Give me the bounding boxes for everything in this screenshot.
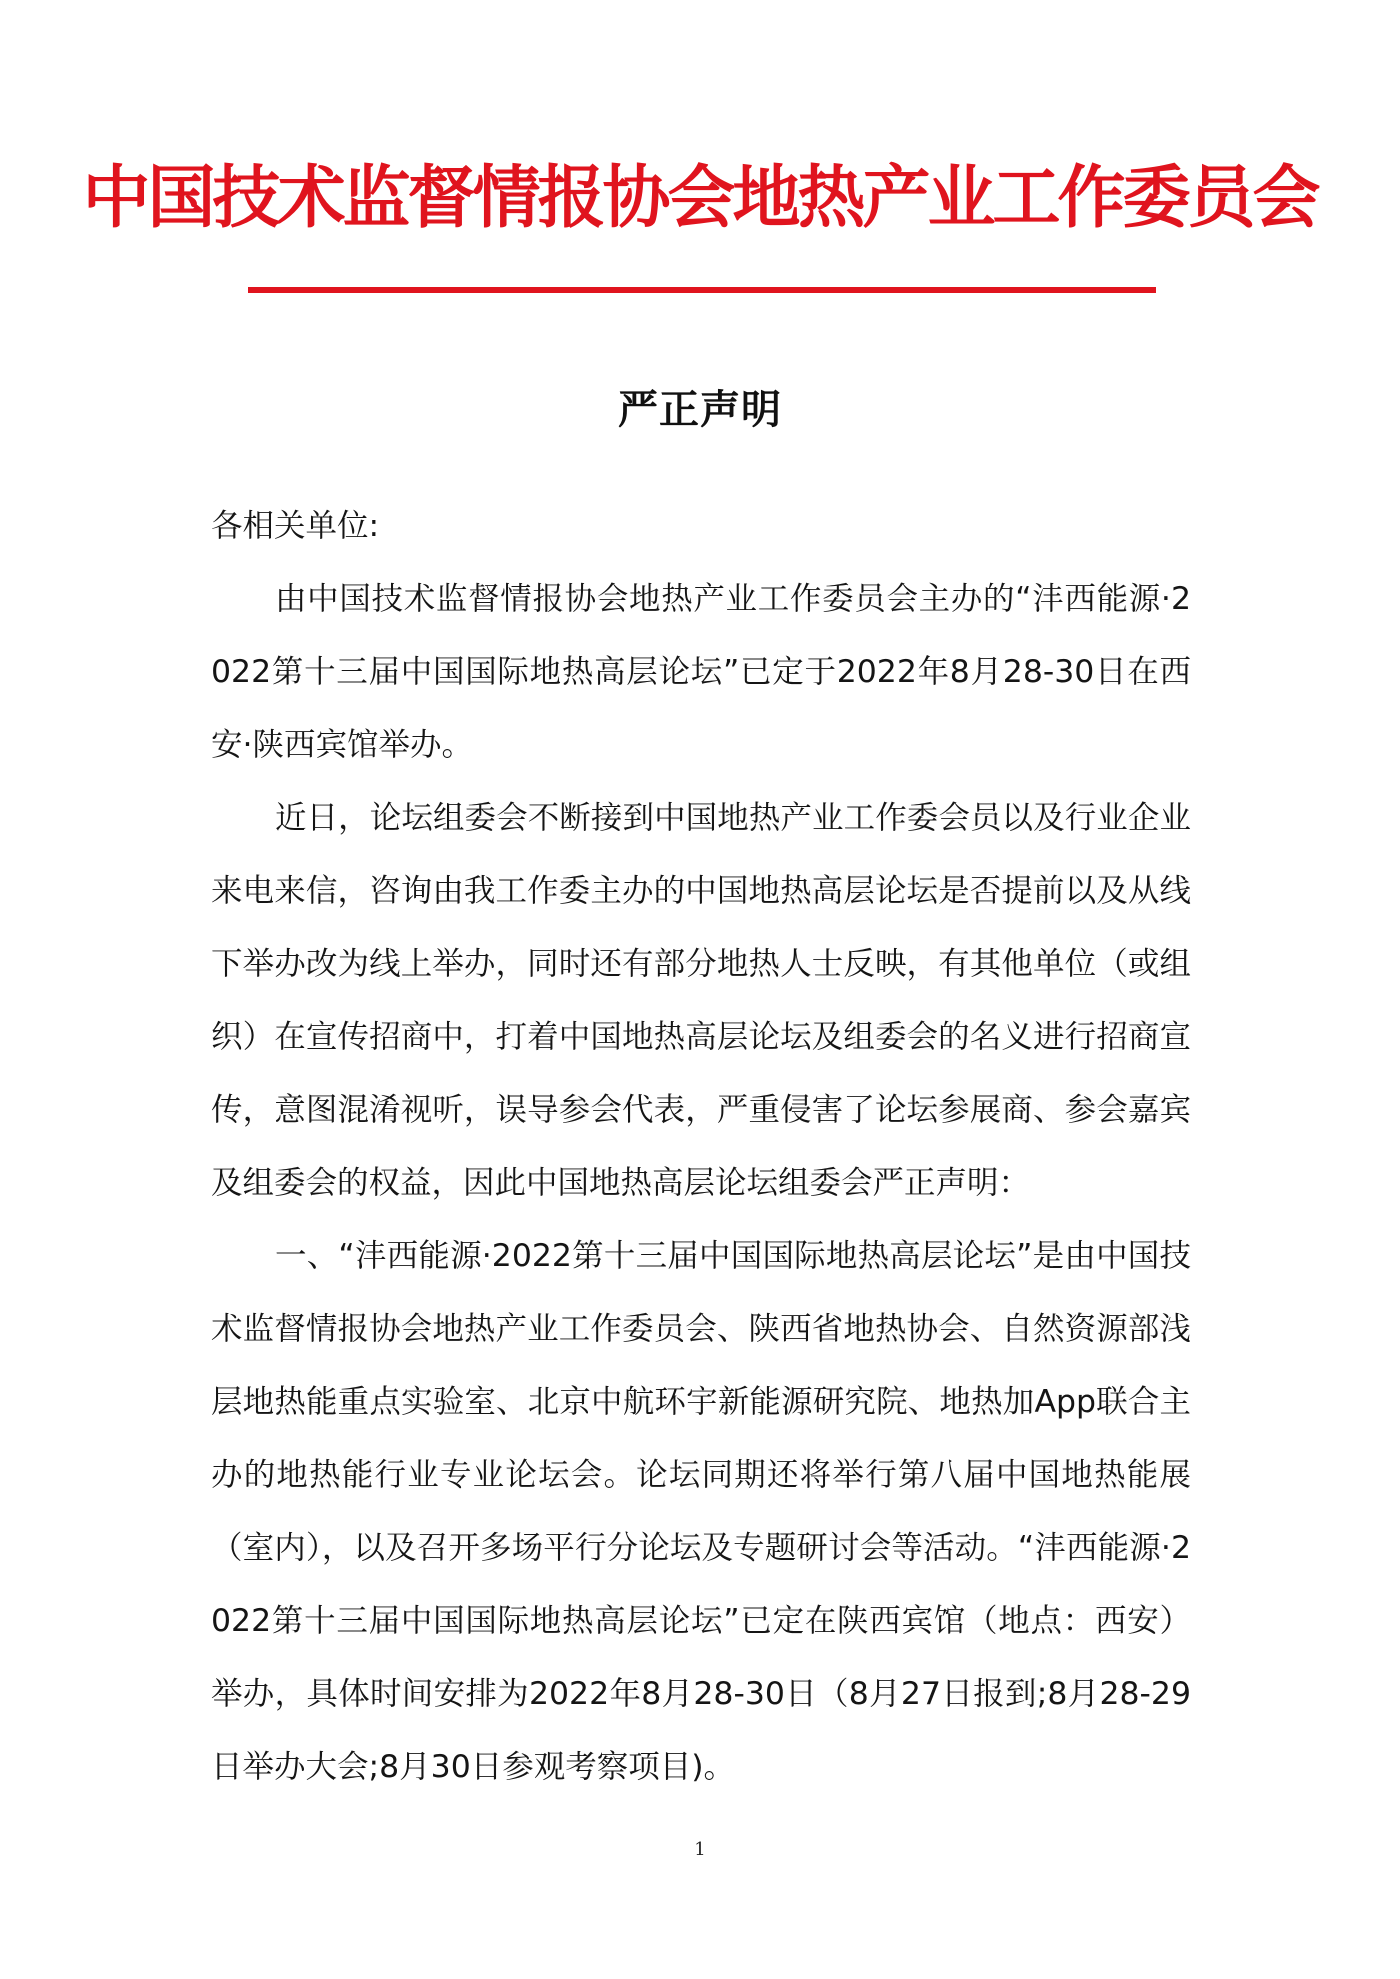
document-title: 严正声明 [618, 387, 782, 433]
letterhead-red-rule [248, 287, 1156, 293]
salutation: 各相关单位: [211, 508, 380, 544]
document-body [211, 490, 1191, 1804]
paragraph-background: 近日，论坛组委会不断接到中国地热产业工作委会员以及行业企业来电来信，咨询由我工作委主办的中国地热高层论坛是否提前以及从线下举办改为线上举办，同时还有部分地热人士反映，有其他单位（或组织）在宣传招商中，打着中国地热高层论坛及组委会的名义进行招商宣传，意图混淆视听，误导参会代表，严重侵害了论坛参展商、参会嘉宾及组委会的权益，因此中国地热高层论坛组委会严正声明： [211, 800, 1191, 1201]
letterhead-organization-name: 中国技术监督情报协会地热产业工作委员会 [82, 158, 1318, 238]
page-number: 1 [694, 1839, 706, 1860]
paragraph-clause-one: 一、“沣西能源·2022第十三届中国国际地热高层论坛”是由中国技术监督情报协会地热产业工作委员会、陕西省地热协会、自然资源部浅层地热能重点实验室、北京中航环宇新能源研究院、地热加App联合主办的地热能行业专业论坛会。论坛同期还将举行第八届中国地热能展（室内），以及召开多场平行分论坛及专题研讨会等活动。“沣西能源·2022第十三届中国国际地热高层论坛”已定在陕西宾馆（地点：西安）举办，具体时间安排为2022年8月28-30日（8月27日报到;8月28-29日举办大会;8月30日参观考察项目)。 [211, 1238, 1191, 1785]
paragraph-forum-announcement: 由中国技术监督情报协会地热产业工作委员会主办的“沣西能源·2022第十三届中国国际地热高层论坛”已定于2022年8月28-30日在西安·陕西宾馆举办。 [211, 581, 1191, 763]
